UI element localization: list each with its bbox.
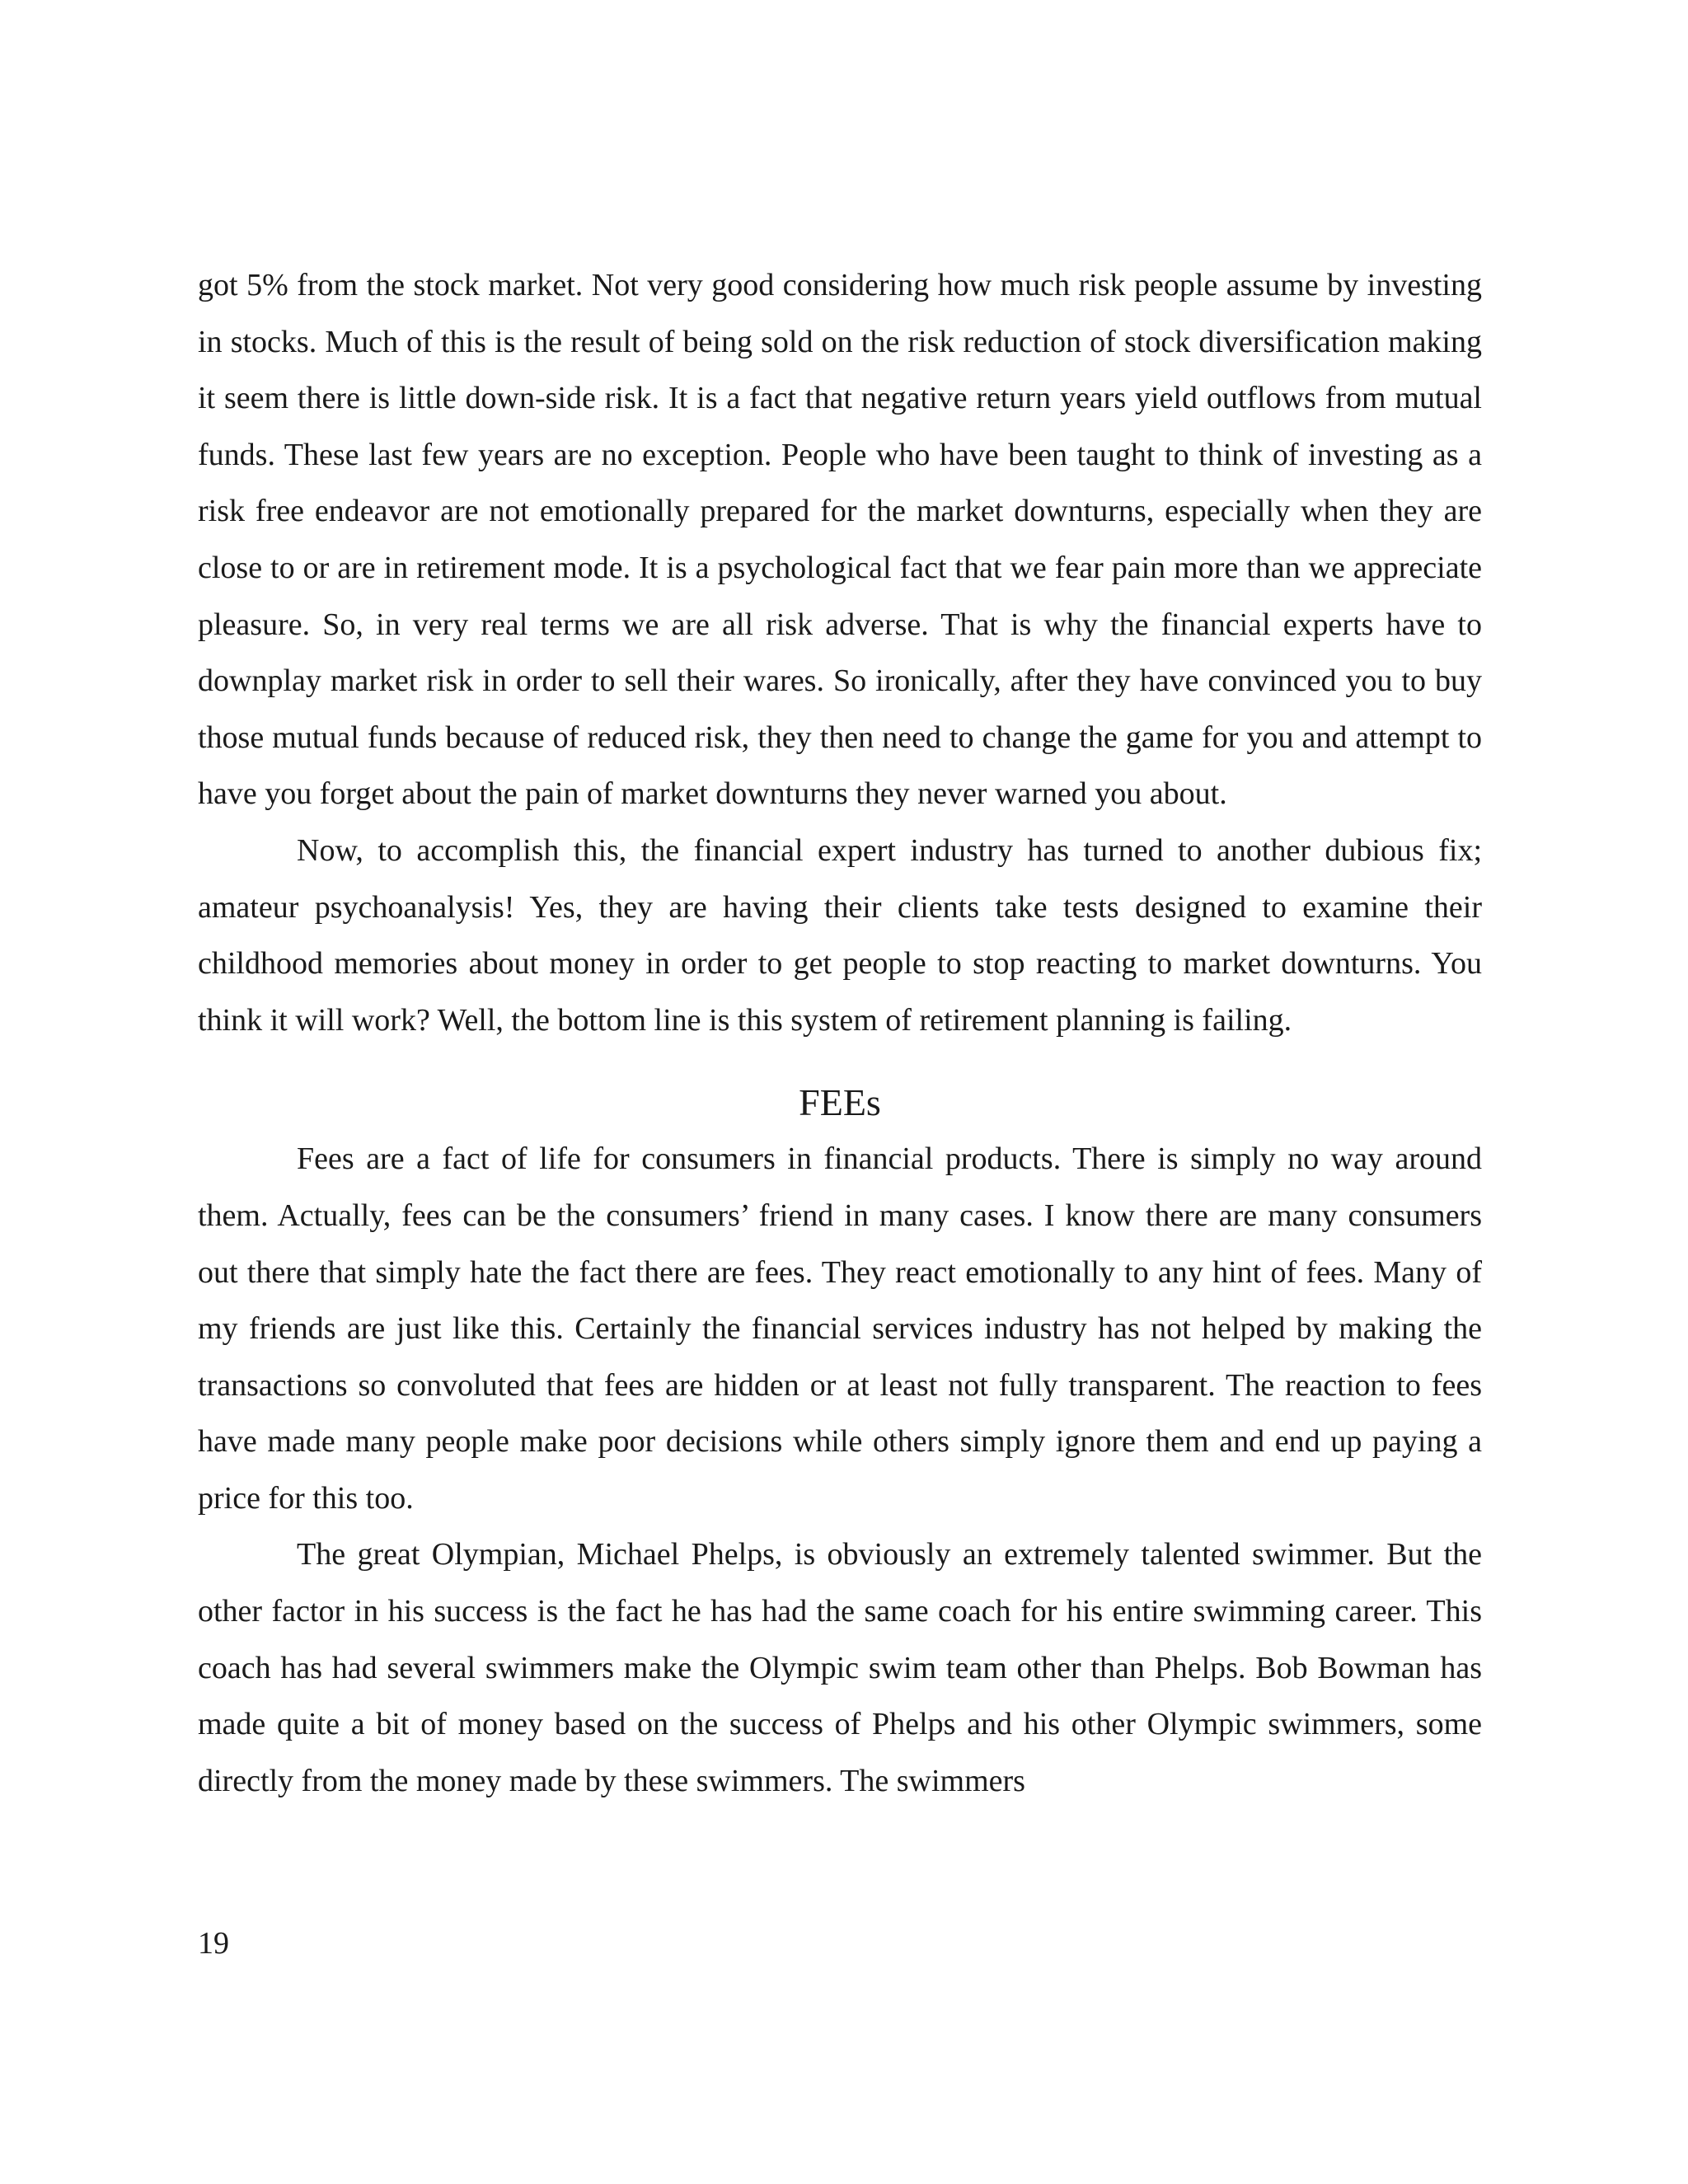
paragraph-fees: Fees are a fact of life for consumers in financial products. There is simply no way around them. Actually, fees can be the consumers’ friend in many cases. I know there are many consumers out there that simply hate the fact there are fees. They react emotionally to any hint of fees. Many of my friends are just like this. Certainly the financial services industry has not helped by making the transactions so convoluted that fees are hidden or at least not fully transparent. The reaction to fees have made many people make poor decisions while others simply ignore them and end up paying a price for this too. (198, 1141, 1482, 1516)
paragraph-phelps: The great Olympian, Michael Phelps, is obviously an extremely talented swimmer. But the other factor in his success is the fact he has had the same coach for his entire swimming career. This coach has had several swimmers make the Olympic swim team other than Phelps. Bob Bowman has made quite a bit of money based on the success of Phelps and his other Olympic swimmers, some directly from the money made by these swimmers. The swimmers (198, 1537, 1482, 1798)
page-number: 19 (198, 1926, 229, 1961)
body-text (198, 257, 1482, 1809)
paragraph-risk-intro: got 5% from the stock market. Not very good considering how much risk people assume by investing in stocks. Much of this is the result of being sold on the risk reduction of stock diversification making it seem there is little down-side risk. It is a fact that negative return years yield outflows from mutual funds. These last few years are no exception. People who have been taught to think of investing as a risk free endeavor are not emotionally prepared for the market downturns, especially when they are close to or are in retirement mode. It is a psychological fact that we fear pain more than we appreciate pleasure. So, in very real terms we are all risk adverse. That is why the financial experts have to downplay market risk in order to sell their wares. So ironically, after they have convinced you to buy those mutual funds because of reduced risk, they then need to change the game for you and attempt to have you forget about the pain of market downturns they never warned you about. (198, 268, 1482, 812)
paragraph-psychoanalysis: Now, to accomplish this, the financial expert industry has turned to another dubious fix; amateur psychoanalysis! Yes, they are having their clients take tests designed to examine their childhood memories about money in order to get people to stop reacting to market downturns. You think it will work? Well, the bottom line is this system of retirement planning is failing. (198, 832, 1482, 1038)
section-heading-fees: FEEs (799, 1081, 881, 1124)
